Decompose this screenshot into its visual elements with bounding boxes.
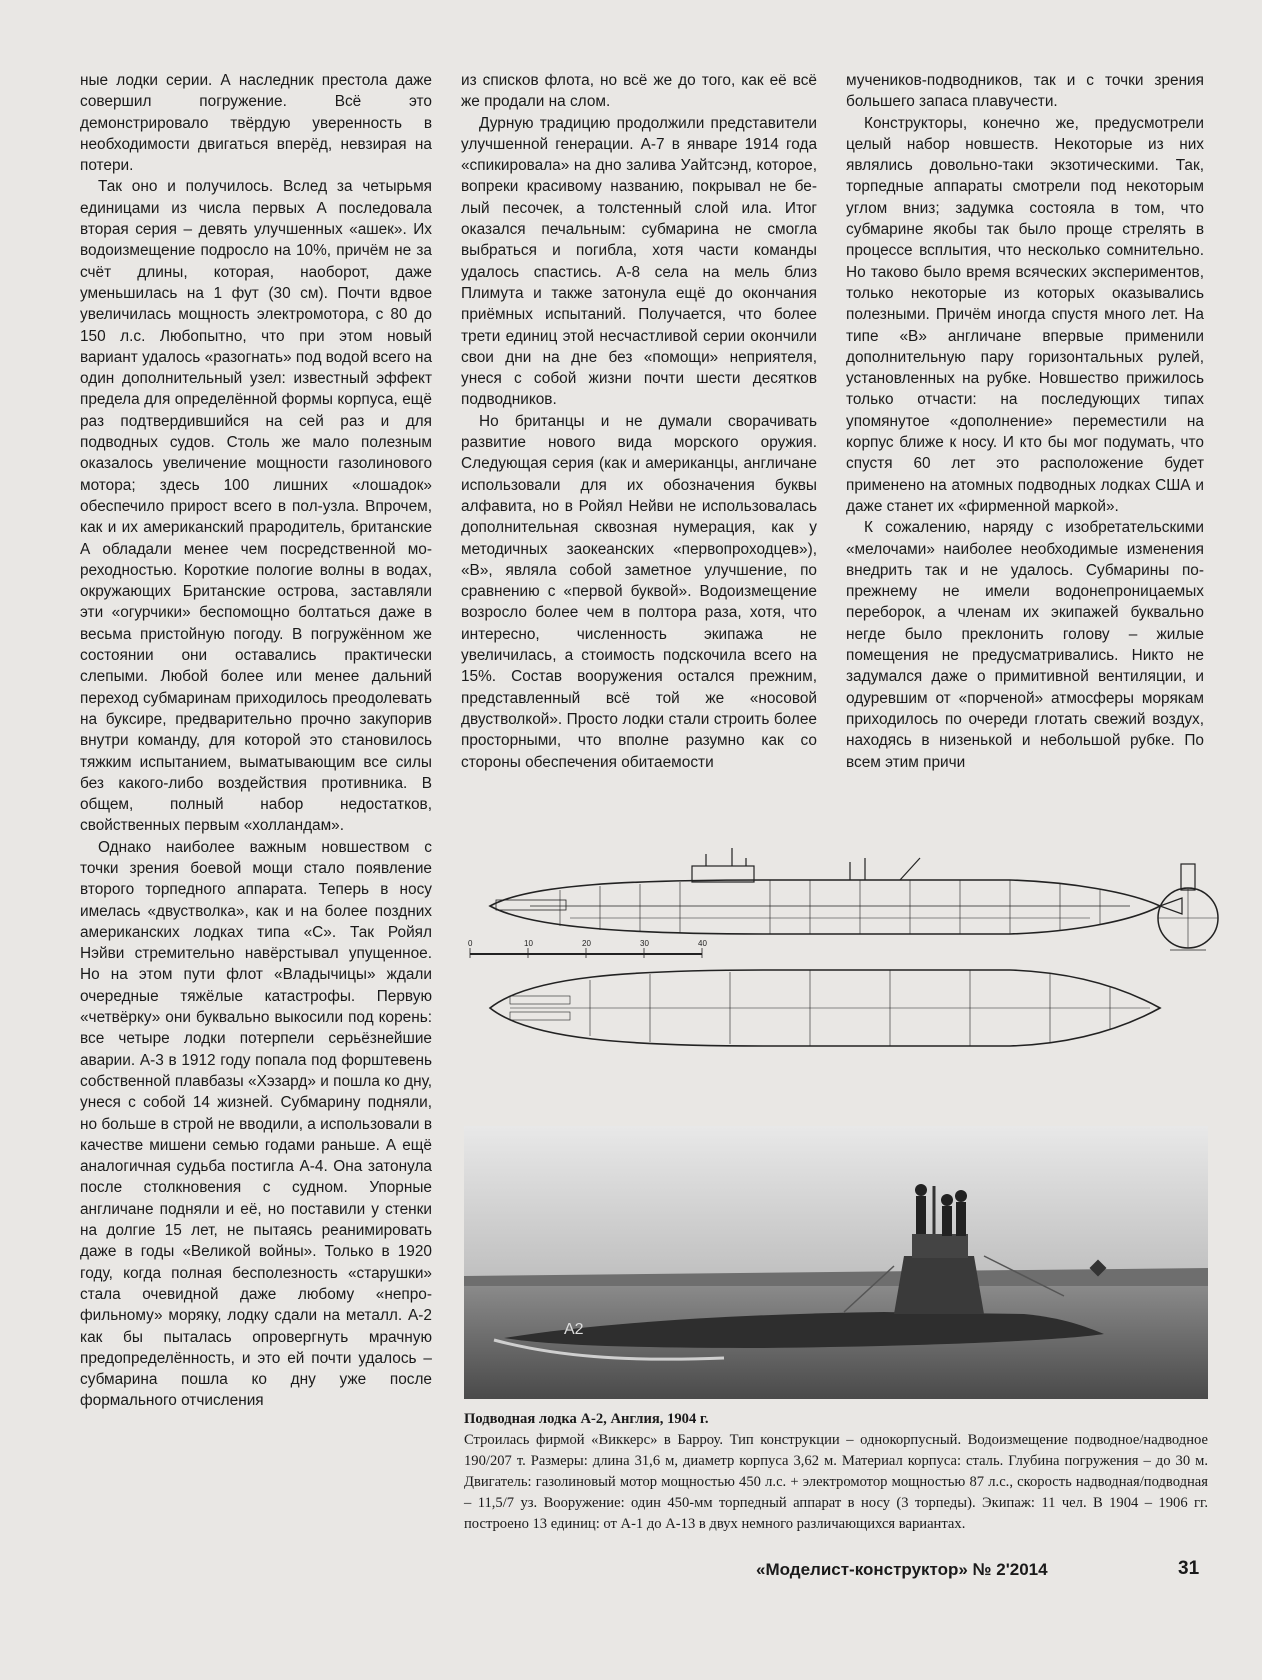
- text-column-1: [80, 70, 432, 1412]
- paragraph: Но британцы и не думали сворачивать развитие нового вида морского оружия. Следующая серия (как и американцы, англичане использовали для их обозначения буквы алфавита, но в Ройял Нейви не использовалась дополнительная сквозная нумерация, как у методичных заокеанских «первопроходцев»), «В», являла собой заметное улучшение, по сравнению с «первой буквой». Водоизмещение возросло более чем в полтора раза, хотя, что интересно, численность экипажа не увеличилась, а стоимость подскочила всего на 15%. Состав вооружения остался прежним, представленный всё той же «носовой двустволкой». Просто лодки стали строить более просторными, что вполне разумно как со стороны обеспечения обитаемости: [461, 412, 817, 771]
- figure-caption: [464, 1409, 1208, 1535]
- page-number: 31: [1178, 1558, 1200, 1579]
- scale-label: 40: [698, 939, 707, 948]
- paragraph: К сожалению, наряду с изобретательскими «мелочами» наиболее необходимые изменения внедрить так и не удалось. Субмарины по-прежнему не имели водонепроницаемых переборок, а членам их экипажей буквально негде было преклонить голову – жилые помещения не предусматривались. Никто не задумался даже о примитивной вентиляции, и одуревшим от «порченой» атмосферы морякам приходилось по очереди глотать свежий воздух, находясь в низенькой и небольшой рубке. По всем этим причи: [846, 519, 1204, 771]
- magazine-title: «Моделист-конструктор» № 2'2014: [756, 1560, 1048, 1579]
- hull-number: A2: [564, 1321, 584, 1338]
- scale-label: 10: [524, 939, 533, 948]
- scale-label: 20: [582, 939, 591, 948]
- paragraph: мучеников-подводников, так и с точки зрения большего запаса плавучести.: [846, 72, 1204, 111]
- submarine-photo: [464, 1126, 1208, 1399]
- scale-label: 0: [468, 939, 473, 948]
- scale-label: 30: [640, 939, 649, 948]
- paragraph: из списков флота, но всё же до того, как её всё же продали на слом.: [461, 72, 817, 111]
- paragraph: Однако наиболее важным новшеством с точки зрения боевой мощи стало появление второго торпедного аппарата. Теперь в носу имелась «двустволка», как и на более поздних американских лодках типа «С». Так Ройял Нэйви стремительно навёрстывал упущенное. Но на этом пути флот «Владычицы» ждали очередные тяжёлые катастрофы. Первую «четвёрку» они буквально выкосили под корень: все четыре лодки потерпели серьёзнейшие аварии. А-3 в 1912 году попала под форштевень собственной плавбазы «Хэзард» и пошла ко дну, унеся с собой 14 жизней. Субмарину подняли, но больше в строй не вводили, а использовали в качестве мишени семью годами раньше. А ещё аналогичная судьба постигла А-4. Она затонула после столкновения с судном. Упорные англичане подняли и её, но поставили у стенки на долгие 15 лет, не пытаясь реанимировать даже в годы «Великой войны». Только в 1920 году, когда полная бесполезность «старушки» стала очевидной даже любому «непрофильному» моряку, лодку сдали на металл. А-2 как бы пыталась опровергнуть мрачную предопределённость, и это ей почти удалось – субмарина пошла ко дну уже после формального отчисления: [80, 838, 432, 1410]
- paragraph: Так оно и получилось. Вслед за четырьмя единицами из числа первых А последовала вторая серия – девять улучшенных «ашек». Их водоизмещение подросло на 10%, причём не за счёт длины, которая, наоборот, даже уменьшилась на 1 фут (30 см). Почти вдвое увеличилась мощность электромотора, с 80 до 150 л.с. Любопытно, что при этом новый вариант удалось «разогнать» под водой всего на один дополнительный узел: известный эффект предела для определённой формы корпуса, ещё раз подтвердившийся на сей раз и для подводных судов. Столь же мало полезным оказалось увеличение мощности газолинового мотора; здесь 100 лишних «лошадок» обеспечило прирост всего в пол-узла. Впрочем, как и их американский прародитель, британские А обладали менее чем посредственной мореходностью. Короткие пологие волны в водах, окружающих Британские острова, заставляли эти «огурчики» беспомощно болтаться даже в весьма пристойную погоду. В погружённом же состоянии они оставались практически слепыми. Любой более или менее дальний переход субмаринам приходилось преодолевать на буксире, предварительно прочно закупорив внутри команду, для которой это становилось тяжким испытанием, выматывающим все силы без какого-либо воздействия противника. В общем, полный набор недостатков, свойственных первым «холландам».: [80, 178, 432, 835]
- caption-title: Подводная лодка А-2, Англия, 1904 г.: [464, 1411, 709, 1427]
- caption-text: Строилась фирмой «Виккерс» в Барроу. Тип конструкции – однокорпусный. Водоизмещение подводное/надводное 190/207 т. Размеры: длина 31,6 м, диаметр корпуса 3,62 м. Материал корпуса: сталь. Глубина погружения – до 30 м. Двигатель: газолиновый мотор мощностью 450 л.с. + электромотор мощностью 87 л.с., скорость надводная/подводная – 11,5/7 уз. Вооружение: один 450-мм торпедный аппарат в носу (3 торпеды). Экипаж: 11 чел. В 1904 – 1906 гг. построено 13 единиц: от А-1 до А-13 в двух немного различающихся вариантах.: [464, 1432, 1208, 1532]
- submarine-technical-drawing: [470, 858, 1222, 1100]
- paragraph: Дурную традицию продолжили представители улучшенной генерации. А-7 в январе 1914 года «спикировала» на дно залива Уайтсэнд, которое, вопреки красивому названию, покрывал не белый песочек, а толстенный слой ила. Итог оказался печальным: субмарина не смогла выбраться и погибла, хотя части команды удалось спастись. А-8 села на мель близ Плимута и также затонула ещё до окончания приёмных испытаний. Получается, что более трети единиц этой несчастливой серии окончили свои дни на дне без «помощи» неприятеля, унеся с собой жизни почти шести десятков подводников.: [461, 114, 817, 409]
- paragraph: Конструкторы, конечно же, предусмотрели целый набор новшеств. Некоторые из них являлись довольно-таки экзотическими. Так, торпедные аппараты смотрели под некоторым углом вниз; задумка состояла в том, что субмарине якобы так было проще стрелять в процессе всплытия, что несколько сомнительно. Но таково было время всяческих экспериментов, только некоторые из которых оказывались полезными. Причём иногда спустя много лет. На типе «В» англичане впервые применили дополнительную пару горизонтальных рулей, установленных на рубке. Новшество прижилось только отчасти: на последующих типах упомянутое «дополнение» переместили на корпус ближе к носу. И кто бы мог подумать, что спустя 60 лет это расположение будет применено на атомных подводных лодках США и даже станет их «фирменной маркой».: [846, 114, 1204, 515]
- text-column-3: [846, 70, 1204, 773]
- paragraph: ные лодки серии. А наследник престола даже совершил погружение. Всё это демонстрировало твёрдую уверенность в необходимости двигаться вперёд, невзирая на потери.: [80, 72, 432, 175]
- text-column-2: [461, 70, 817, 773]
